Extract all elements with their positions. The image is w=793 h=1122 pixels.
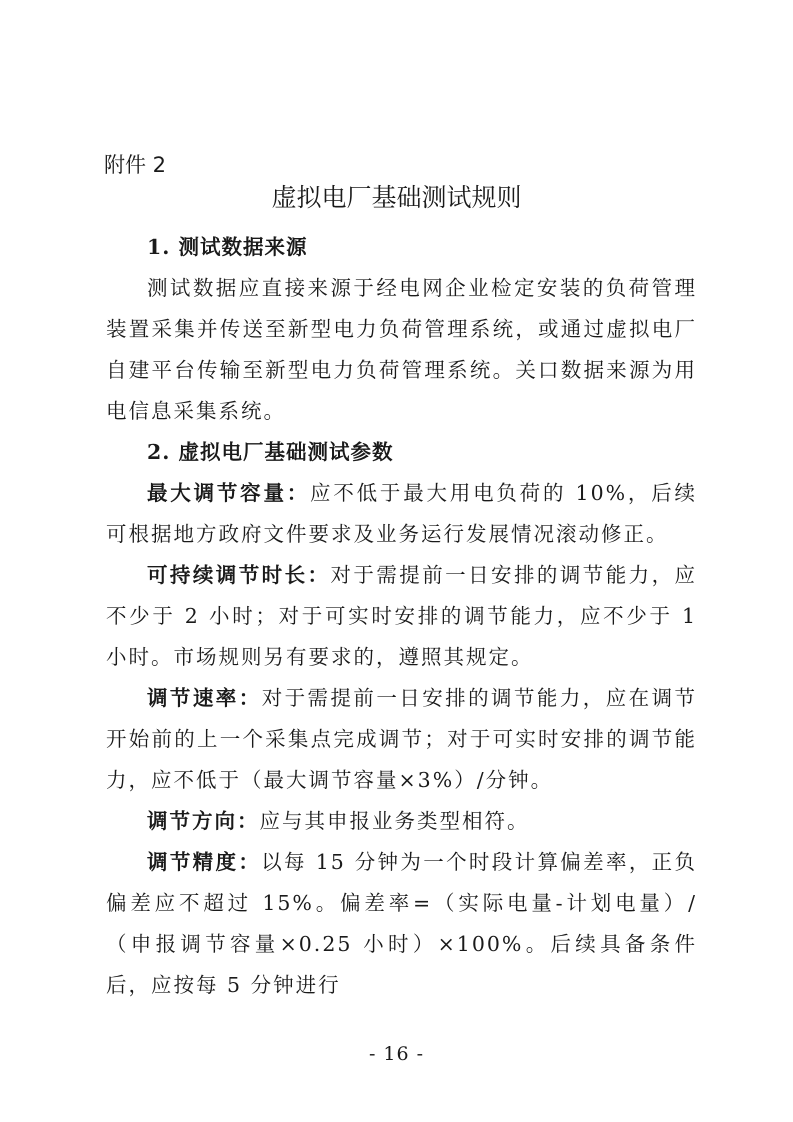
- document-title: 虚拟电厂基础测试规则: [271, 183, 522, 212]
- term-max-capacity: 最大调节容量：: [147, 481, 311, 505]
- section-heading-test-parameters: 2. 虚拟电厂基础测试参数: [147, 440, 394, 464]
- paragraph-regulation-direction: [106, 801, 697, 842]
- term-regulation-direction: 调节方向：: [147, 809, 260, 833]
- text-regulation-rate: 对于需提前一日安排的调节能力，应在调节开始前的上一个采集点完成调节；对于可实时安排的调节能力，应不低于（最大调节容量×3%）/分钟。: [106, 686, 698, 792]
- text-regulation-direction: 应与其申报业务类型相符。: [259, 809, 530, 833]
- paragraph-data-source: 测试数据应直接来源于经电网企业检定安装的负荷管理装置采集并传送至新型电力负荷管理系统，或通过虚拟电厂自建平台传输至新型电力负荷管理系统。关口数据来源为用电信息采集系统。: [106, 276, 697, 423]
- term-regulation-rate: 调节速率：: [147, 686, 262, 710]
- term-regulation-accuracy: 调节精度：: [147, 850, 262, 874]
- text-max-capacity: 应不低于最大用电负荷的 10%，后续可根据地方政府文件要求及业务运行发展情况滚动修正。: [106, 481, 697, 546]
- paragraph-max-capacity: [106, 473, 697, 555]
- paragraph-regulation-accuracy: [106, 842, 697, 1006]
- paragraph-regulation-rate: [106, 678, 697, 801]
- section-heading-data-source: 1. 测试数据来源: [147, 235, 308, 259]
- page-number: - 16 -: [368, 1043, 425, 1065]
- text-sustained-duration: 对于需提前一日安排的调节能力，应不少于 2 小时；对于可实时安排的调节能力，应不少于 1 小时。市场规则另有要求的，遵照其规定。: [106, 563, 698, 669]
- attachment-label: 附件 2: [104, 153, 167, 177]
- document-body: [106, 227, 697, 1006]
- text-regulation-accuracy: 以每 15 分钟为一个时段计算偏差率，正负偏差应不超过 15%。偏差率=（实际电量-计划电量）/（申报调节容量×0.25 小时）×100%。后续具备条件后，应按每 5 分钟进行: [106, 850, 697, 997]
- term-sustained-duration: 可持续调节时长：: [147, 563, 331, 587]
- paragraph-sustained-duration: [106, 555, 697, 678]
